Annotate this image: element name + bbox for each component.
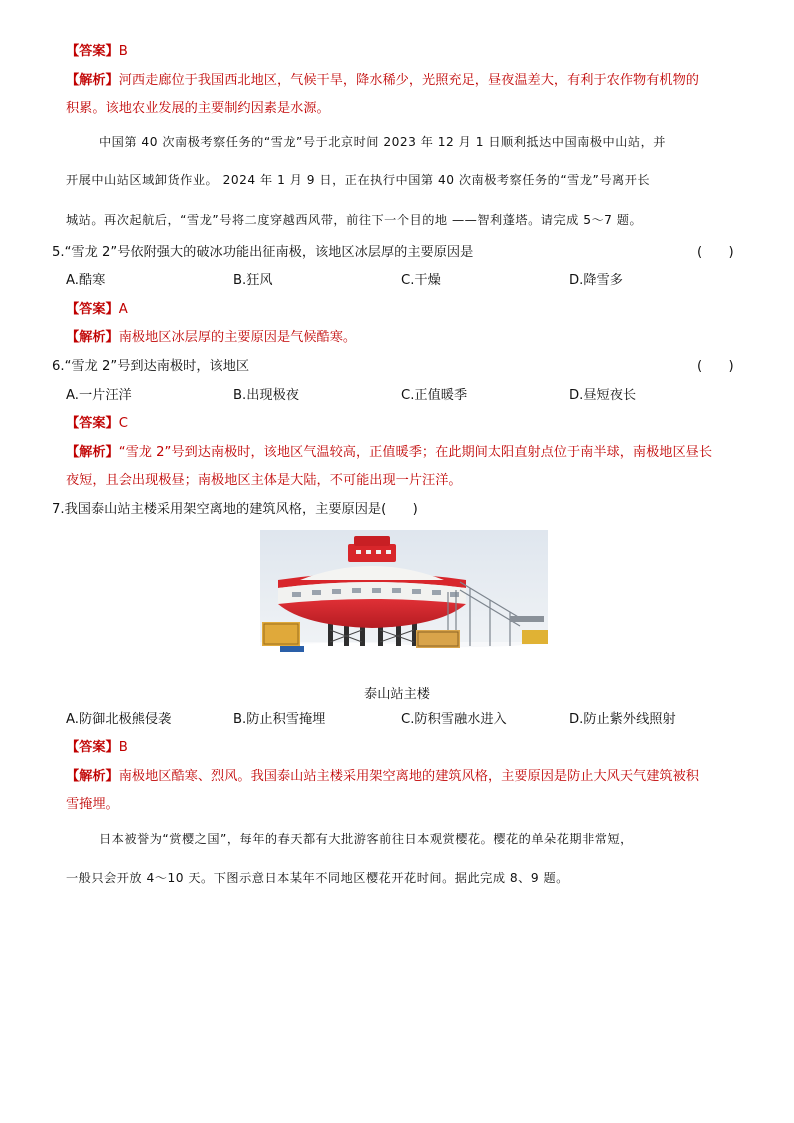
q5-answer-line: [66, 301, 128, 319]
q7-option-c: C.防积雪融水进入: [401, 712, 507, 727]
passage2-line1: 日本被誉为“赏樱之国”，每年的春天都有大批游客前往日本观赏樱花。樱花的单朵花期非常短，: [99, 832, 633, 846]
q5-option-d: D.降雪多: [569, 273, 623, 288]
answer-value: C: [118, 416, 128, 431]
analysis-text: 河西走廊位于我国西北地区，气候干旱，降水稀少，光照充足，昼夜温差大，有利于农作物有机物的: [118, 73, 699, 88]
q6-option-d: D.昼短夜长: [569, 388, 637, 403]
q6-answer-line: [66, 415, 128, 433]
analysis-text: 南极地区酷寒、烈风。我国泰山站主楼采用架空离地的建筑风格，主要原因是防止大风天气建筑被积: [118, 769, 699, 784]
analysis-text: “雪龙 2”号到达南极时，该地区气温较高，正值暖季；在此期间太阳直射点位于南半球，南极地区昼长: [118, 445, 713, 460]
q7-analysis-line-1: [66, 768, 699, 786]
answer-value: B: [118, 44, 128, 59]
q7-option-d: D.防止紫外线照射: [569, 712, 676, 727]
station-illustration: [260, 530, 548, 670]
answer-tag: 【答案】: [66, 740, 119, 755]
taishan-station-photo: [260, 530, 548, 670]
analysis-line-q4-1: [66, 72, 699, 90]
analysis-tag: 【解析】: [66, 445, 119, 460]
q7-analysis-line-2: 雪掩埋。: [66, 797, 119, 812]
photo-caption: 泰山站主楼: [364, 687, 430, 702]
q7-answer-line: [66, 739, 128, 757]
answer-tag: 【答案】: [66, 302, 119, 317]
analysis-tag: 【解析】: [66, 330, 119, 345]
answer-value: A: [118, 302, 128, 317]
q5-analysis-line: [66, 329, 356, 347]
answer-tag: 【答案】: [66, 416, 119, 431]
passage1-line3: 城站。再次起航后，“雪龙”号将二度穿越西风带，前往下一个目的地 ——智利蓬塔。请完成 5～7 题。: [66, 213, 643, 227]
q7-option-a: A.防御北极熊侵袭: [66, 712, 172, 727]
analysis-tag: 【解析】: [66, 73, 119, 88]
answer-line-q4: [66, 43, 128, 61]
q6-analysis-line-2: 夜短，且会出现极昼；南极地区主体是大陆，不可能出现一片汪洋。: [66, 473, 462, 488]
analysis-tag: 【解析】: [66, 769, 119, 784]
q6-analysis-line-1: [66, 444, 712, 462]
q7-option-b: B.防止积雪掩埋: [233, 712, 326, 727]
q5-option-a: A.酷寒: [66, 273, 106, 288]
analysis-text: 南极地区冰层厚的主要原因是气候酷寒。: [118, 330, 357, 345]
q6-answer-paren: ( ): [697, 359, 734, 374]
analysis-line-q4-2: 积累。该地农业发展的主要制约因素是水源。: [66, 101, 330, 116]
q5-answer-paren: ( ): [697, 245, 734, 260]
answer-tag: 【答案】: [66, 44, 119, 59]
q6-stem: 6.“雪龙 2”号到达南极时，该地区: [52, 359, 250, 374]
passage1-line2: 开展中山站区域卸货作业。 2024 年 1 月 9 日，正在执行中国第 40 次南极考察任务的“雪龙”号离开长: [66, 173, 651, 187]
q6-option-b: B.出现极夜: [233, 388, 299, 403]
passage2-line2: 一般只会开放 4～10 天。下图示意日本某年不同地区樱花开花时间。据此完成 8、9 题。: [66, 871, 569, 885]
q7-stem: 7.我国泰山站主楼采用架空离地的建筑风格，主要原因是( ): [52, 502, 418, 517]
q5-option-c: C.干燥: [401, 273, 441, 288]
q6-option-c: C.正值暖季: [401, 388, 468, 403]
answer-value: B: [118, 740, 128, 755]
passage1-line1: 中国第 40 次南极考察任务的“雪龙”号于北京时间 2023 年 12 月 1 日顺利抵达中国南极中山站，并: [99, 135, 666, 149]
q6-option-a: A.一片汪洋: [66, 388, 132, 403]
q5-option-b: B.狂风: [233, 273, 273, 288]
q5-stem: 5.“雪龙 2”号依附强大的破冰功能出征南极，该地区冰层厚的主要原因是: [52, 245, 474, 260]
